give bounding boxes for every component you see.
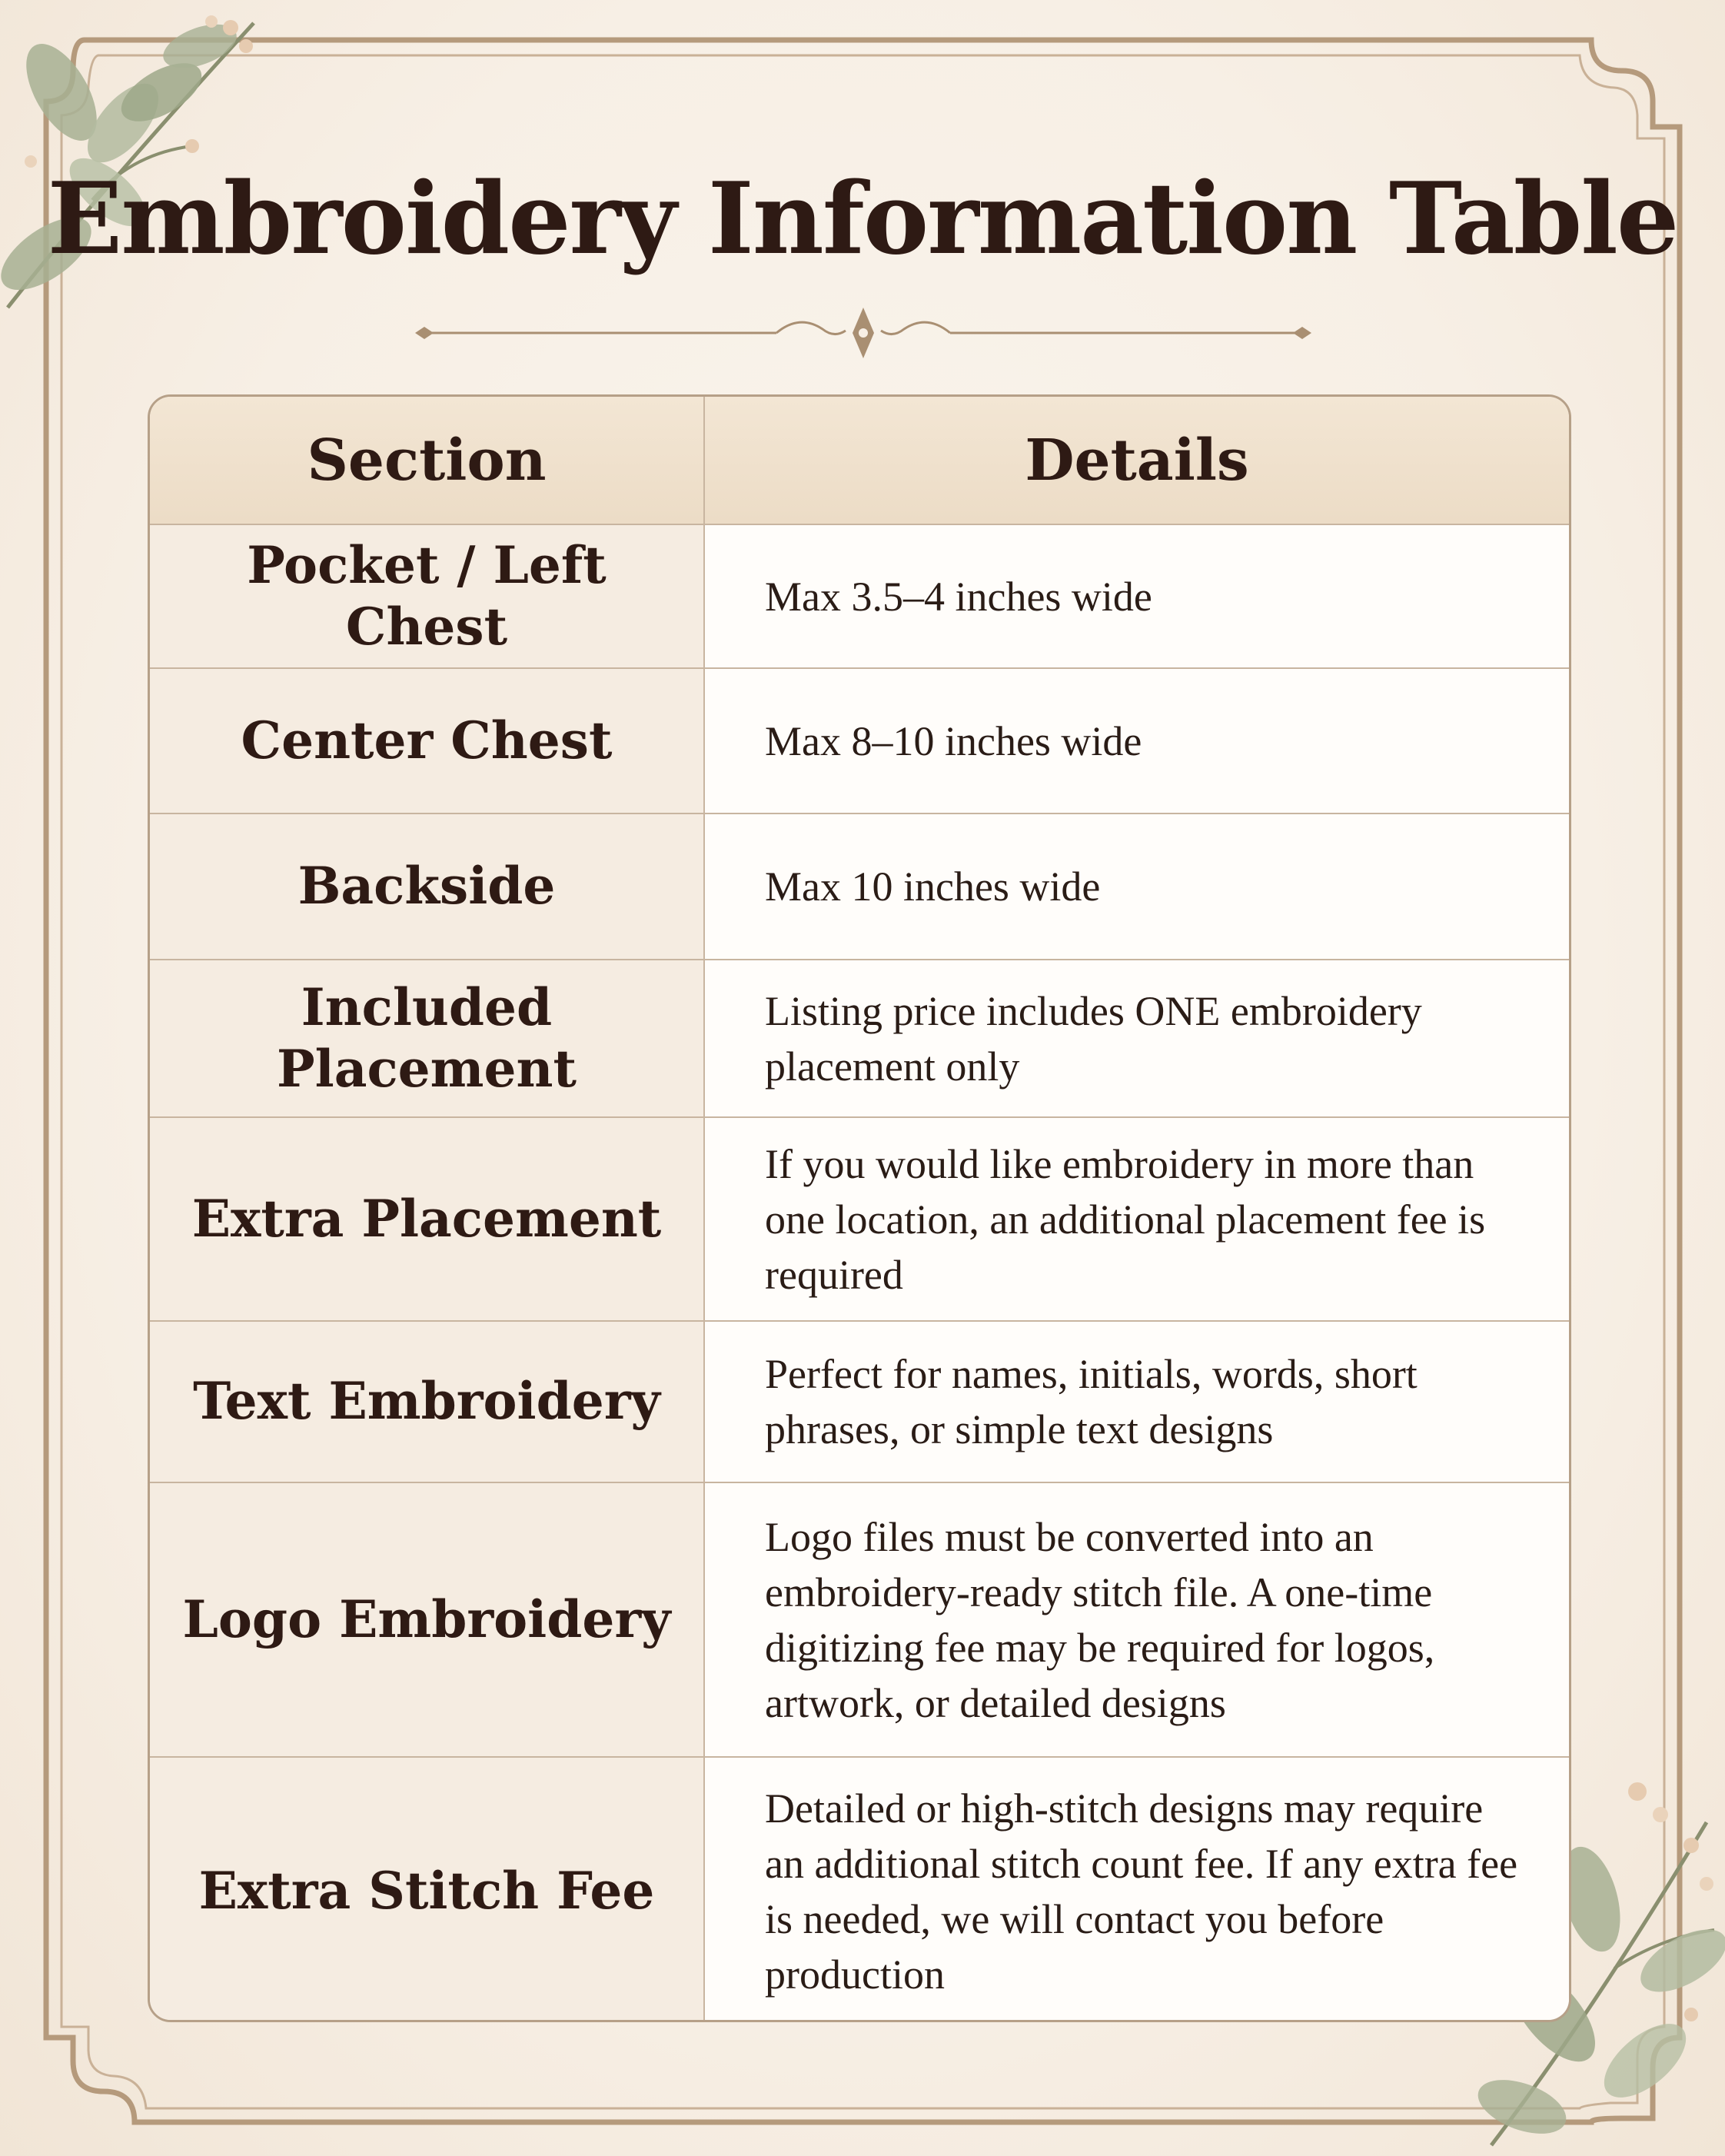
column-header-details: Details: [704, 397, 1569, 524]
table-row: [150, 813, 1569, 960]
embroidery-info-table: [148, 394, 1571, 2022]
table-row: [150, 1321, 1569, 1482]
section-cell: Extra Stitch Fee: [150, 1757, 704, 2022]
section-cell: Text Embroidery: [150, 1321, 704, 1482]
section-cell: Logo Embroidery: [150, 1482, 704, 1757]
details-cell: Listing price includes ONE embroidery placement only: [704, 960, 1569, 1117]
details-cell: Max 8–10 inches wide: [704, 668, 1569, 813]
table-row: [150, 668, 1569, 813]
details-cell: Detailed or high-stitch designs may require an additional stitch count fee. If any extra fee is needed, we will contact you before production: [704, 1757, 1569, 2022]
table-row: [150, 1757, 1569, 2022]
table-row: [150, 1482, 1569, 1757]
section-cell: Extra Placement: [150, 1117, 704, 1321]
details-cell: Max 3.5–4 inches wide: [704, 524, 1569, 668]
details-cell: Max 10 inches wide: [704, 813, 1569, 960]
table-row: [150, 960, 1569, 1117]
section-cell: Pocket / Left Chest: [150, 524, 704, 668]
details-cell: If you would like embroidery in more than one location, an additional placement fee is required: [704, 1117, 1569, 1321]
section-cell: Included Placement: [150, 960, 704, 1117]
table-row: [150, 524, 1569, 668]
ornamental-divider-icon: [415, 298, 1311, 368]
column-header-section: Section: [150, 397, 704, 524]
details-cell: Logo files must be converted into an embroidery-ready stitch file. A one-time digitizing fee may be required for logos, artwork, or detailed designs: [704, 1482, 1569, 1757]
table-header-row: [150, 397, 1569, 524]
section-cell: Backside: [150, 813, 704, 960]
section-cell: Center Chest: [150, 668, 704, 813]
page-title: Embroidery Information Table: [47, 161, 1678, 277]
details-cell: Perfect for names, initials, words, short phrases, or simple text designs: [704, 1321, 1569, 1482]
table-row: [150, 1117, 1569, 1321]
